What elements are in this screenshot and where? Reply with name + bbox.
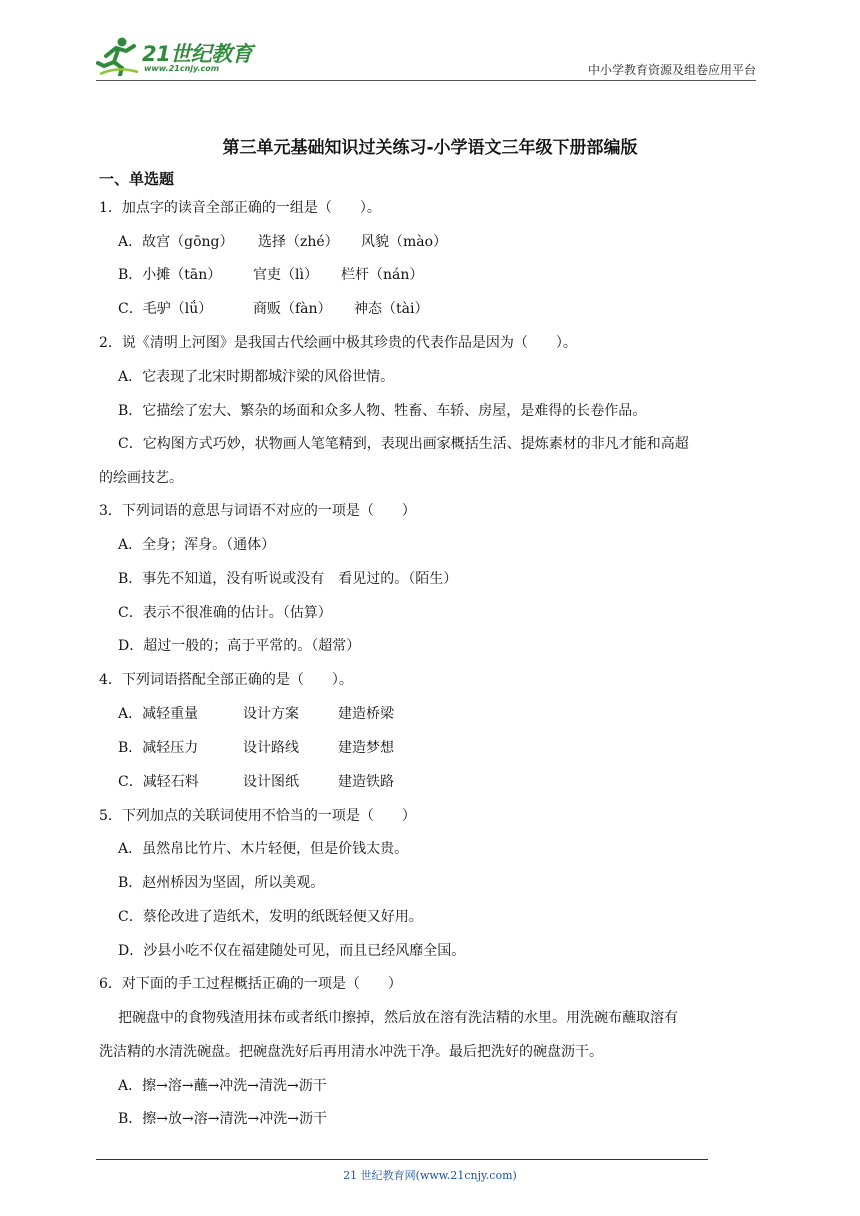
option-cell: C．减轻石料 [118, 774, 199, 790]
option-cell: 设计方案 [243, 706, 299, 722]
option-row [118, 231, 447, 251]
option-cell: 建造铁路 [338, 774, 394, 790]
question-stem: 1．加点字的读音全部正确的一组是（ ）。 [99, 200, 381, 216]
header-platform-text: 中小学教育资源及组卷应用平台 [587, 63, 756, 77]
question-stem: 4．下列词语搭配全部正确的是（ ）。 [99, 672, 353, 688]
option-cell: A．减轻重量 [118, 706, 199, 722]
logo-url: www.21cnjy.com [144, 64, 220, 73]
option-line: B．赵州桥因为坚固，所以美观。 [118, 875, 325, 891]
question-stem: 6．对下面的手工过程概括正确的一项是（ ） [99, 976, 402, 992]
option-row [118, 298, 428, 318]
footer-text[interactable]: 21 世纪教育网(www.21cnjy.com) [343, 1169, 517, 1182]
option-line: B．擦→放→溶→清洗→冲洗→沥干 [118, 1111, 327, 1127]
option-cell: 建造梦想 [338, 740, 394, 756]
question-stem: 3．下列词语的意思与词语不对应的一项是（ ） [99, 503, 416, 519]
option-line: C．蔡伦改进了造纸术，发明的纸既轻便又好用。 [118, 909, 423, 925]
option-cell: 神态（tài） [354, 301, 429, 317]
footer-divider [96, 1159, 708, 1160]
option-cell: 商贩（fàn） [253, 301, 332, 317]
option-line-continued: 的绘画技艺。 [99, 470, 183, 486]
option-line: D．沙县小吃不仅在福建随处可见，而且已经风靡全国。 [118, 943, 466, 959]
option-cell: 风貌（mào） [361, 234, 448, 250]
option-line: B．事先不知道，没有听说或没有 看见过的。（陌生） [118, 571, 458, 587]
option-cell: 设计路线 [243, 740, 299, 756]
option-line: C．表示不很准确的估计。（估算） [118, 605, 332, 621]
option-cell: 设计图纸 [243, 774, 299, 790]
option-row [118, 771, 394, 791]
logo-text: 21世纪教育 [142, 42, 253, 66]
option-cell: C．毛驴（lǘ） [118, 301, 213, 317]
passage-line: 洗洁精的水清洗碗盘。把碗盘洗好后再用清水冲洗干净。最后把洗好的碗盘沥干。 [99, 1044, 603, 1060]
option-line: B．它描绘了宏大、繁杂的场面和众多人物、牲畜、车轿、房屋，是难得的长卷作品。 [118, 403, 647, 419]
option-line: C．它构图方式巧妙，状物画人笔笔精到，表现出画家概括生活、提炼素材的非凡才能和高超 [118, 436, 689, 452]
option-cell: B．小摊（tān） [118, 267, 222, 283]
option-cell: A．故宫（gōng） [118, 234, 234, 250]
logo [96, 34, 266, 78]
option-row [118, 264, 423, 284]
runner-logo-icon [96, 36, 140, 76]
option-line: D．超过一般的；高于平常的。（超常） [118, 638, 361, 654]
option-cell: B．减轻压力 [118, 740, 199, 756]
option-line: A．擦→溶→蘸→冲洗→清洗→沥干 [118, 1078, 327, 1094]
page-title: 第三单元基础知识过关练习-小学语文三年级下册部编版 [222, 138, 638, 158]
option-cell: 选择（zhé） [258, 234, 339, 250]
section-heading: 一、单选题 [99, 170, 175, 188]
option-row [118, 703, 394, 723]
question-stem: 5．下列加点的关联词使用不恰当的一项是（ ） [99, 808, 416, 824]
header-divider [96, 80, 756, 81]
option-line: A．全身；浑身。（通体） [118, 537, 276, 553]
option-cell: 官吏（lì） [253, 267, 318, 283]
page-header [96, 34, 756, 80]
option-row [118, 737, 394, 757]
option-cell: 建造桥梁 [338, 706, 394, 722]
question-stem: 2．说《清明上河图》是我国古代绘画中极其珍贵的代表作品是因为（ ）。 [99, 335, 577, 351]
option-line: A．虽然帛比竹片、木片轻便，但是价钱太贵。 [118, 841, 409, 857]
option-cell: 栏杆（nán） [341, 267, 424, 283]
option-line: A．它表现了北宋时期都城汴梁的风俗世情。 [118, 369, 395, 385]
passage-line: 把碗盘中的食物残渣用抹布或者纸巾擦掉，然后放在溶有洗洁精的水里。用洗碗布蘸取溶有 [118, 1010, 678, 1026]
